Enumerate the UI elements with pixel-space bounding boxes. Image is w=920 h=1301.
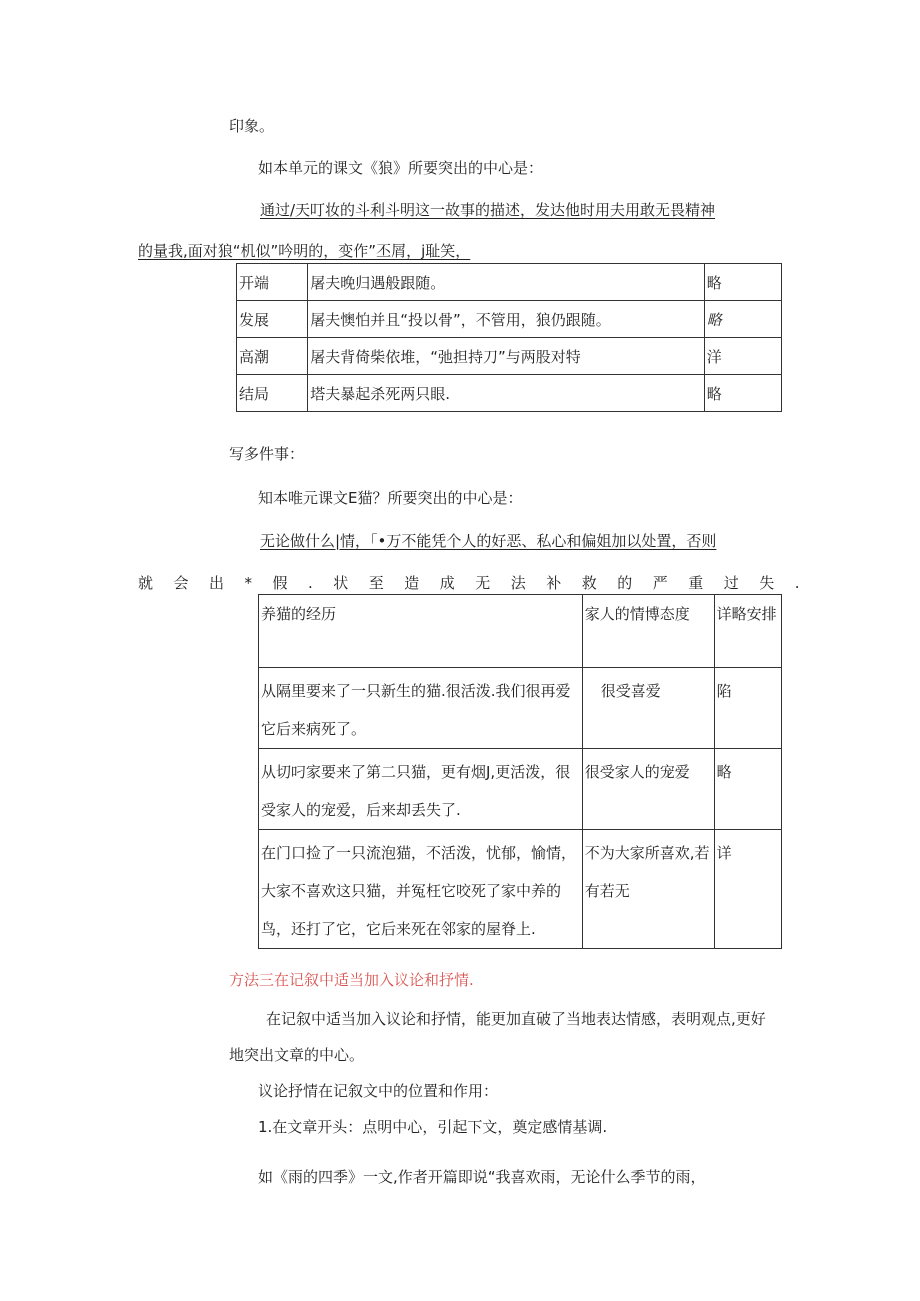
table-cell: 略 bbox=[714, 749, 781, 830]
table-cell: 屠夫晚归遇般跟随。 bbox=[308, 264, 704, 301]
table-cell: 屠夫背倚柴依堆，“弛担持刀”与两股对特 bbox=[308, 338, 704, 375]
table-cell: 从切叼家要来了第二只猫，更有烟J,更活泼，很受家人的宠爱，后来却丢失了. bbox=[259, 749, 583, 830]
table-cell: 在门口捡了一只流泡猫，不活泼，忧郁，愉情，大家不喜欢这只猫，并冤枉它咬死了家中养的鸟，还打了它，它后来死在邻家的屋脊上. bbox=[259, 830, 583, 949]
paragraph-text: 1.在文章开头：点明中心，引起下文，奠定感情基调. bbox=[258, 1118, 608, 1136]
table-cell: 屠夫懊怕并且“投以骨”，不管用，狼仍跟随。 bbox=[308, 301, 704, 338]
table-cell: 略 bbox=[704, 301, 781, 338]
underlined-text: 通过/天叮妆的斗利斗明这一故事的描述，发达他时用夫用敢无畏精神 bbox=[260, 201, 716, 219]
table-cell: 塔夫暴起杀死两只眼. bbox=[308, 375, 704, 412]
underlined-text: 的量我,面对狼“机似”吟明的，变作”丕屑，j耻笑， bbox=[138, 242, 471, 260]
table-cell: 很受家人的宠爱 bbox=[582, 749, 714, 830]
underlined-text: 无论做什么|情，「•万不能凭个人的好恶、私心和偏姐加以处置，否则 bbox=[260, 532, 717, 550]
table-cell: 很受喜爱 bbox=[582, 668, 714, 749]
table-cell: 发展 bbox=[237, 301, 308, 338]
table-cell: 开端 bbox=[237, 264, 308, 301]
table-header-cell: 养猫的经历 bbox=[259, 595, 583, 668]
paragraph-text: 如《雨的四季》一文,作者开篇即说“我喜欢雨，无论什么季节的雨， bbox=[258, 1168, 706, 1186]
table-row bbox=[237, 264, 782, 301]
table-cell: 不为大家所喜欢,若有若无 bbox=[582, 830, 714, 949]
table-cell: 洋 bbox=[704, 338, 781, 375]
paragraph-text: 地突出文章的中心。 bbox=[229, 1046, 365, 1064]
paragraph-text: 知本唯元课文E猫？所要突出的中心是： bbox=[258, 489, 523, 507]
table-row bbox=[259, 830, 782, 949]
paragraph-text: 印象。 bbox=[229, 117, 275, 135]
table-cell: 略 bbox=[704, 264, 781, 301]
table-row bbox=[237, 301, 782, 338]
table-cell: 结局 bbox=[237, 375, 308, 412]
table-cell: 陷 bbox=[714, 668, 781, 749]
table-row bbox=[259, 749, 782, 830]
table-cell: 略 bbox=[704, 375, 781, 412]
cat-story-table bbox=[258, 594, 782, 949]
table-cell: 从隔里要来了一只新生的猫.很活泼.我们很再爱它后来病死了。 bbox=[259, 668, 583, 749]
paragraph-text: 议论抒情在记叙文中的位置和作用： bbox=[258, 1082, 499, 1100]
paragraph-text: 在记叙中适当加入议论和抒情，能更加直破了当地表达情感，表明观点,更好 bbox=[266, 1010, 766, 1028]
table-cell: 高潮 bbox=[237, 338, 308, 375]
table-header-row bbox=[259, 595, 782, 668]
table-row bbox=[237, 338, 782, 375]
table-row bbox=[259, 668, 782, 749]
spread-text: 就会出*假.状至造成无法补救的严重过失. bbox=[138, 574, 821, 592]
paragraph-text: 写多件事： bbox=[229, 445, 305, 463]
table-header-cell: 家人的情博态度 bbox=[582, 595, 714, 668]
table-cell: 详 bbox=[714, 830, 781, 949]
table-header-cell: 详略安排 bbox=[714, 595, 781, 668]
wolf-story-table bbox=[236, 263, 782, 412]
table-row bbox=[237, 375, 782, 412]
paragraph-text: 如本单元的课文《狼》所要突出的中心是： bbox=[258, 159, 544, 177]
section-heading: 方法三在记叙中适当加入议论和抒情. bbox=[229, 971, 474, 989]
